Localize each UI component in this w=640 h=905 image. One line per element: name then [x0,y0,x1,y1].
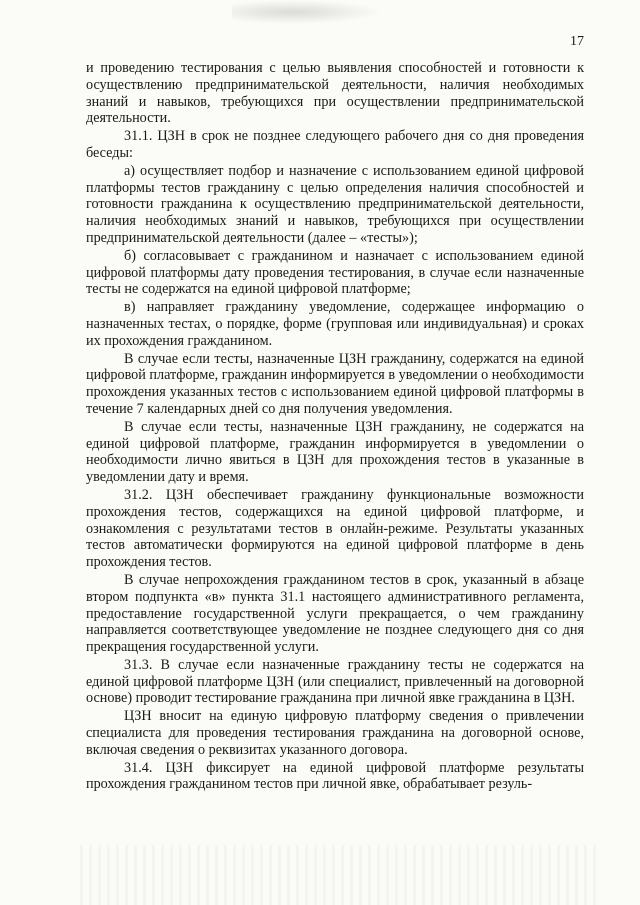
paragraph-2: 31.1. ЦЗН в срок не позднее следующего рабочего дня со дня проведения беседы: [86,128,584,161]
scan-artifact [232,0,382,24]
page-number: 17 [570,34,584,49]
paragraph-6: В случае если тесты, назначенные ЦЗН гражданину, содержатся на единой цифровой платформе, гражданин информируется в уведомлении о необходимости прохождения указанных тестов с использованием единой цифровой платформы в течение 7 календарных дней со дня получения уведомления. [86,350,585,417]
scan-noise [80,845,600,905]
paragraph-4: б) согласовывает с гражданином и назначает с использованием единой цифровой платформы дату проведения тестирования, в случае если назначенные тесты не содержатся на единой цифровой платформе; [86,247,584,298]
paragraph-10: 31.3. В случае если назначенные гражданину тесты не содержатся на единой цифровой платформе ЦЗН (или специалист, привлеченный на договорной основе) проводит тестирование гражданина при личной явке гражданина в ЦЗН. [86,656,584,707]
paragraph-8: 31.2. ЦЗН обеспечивает гражданину функциональные возможности прохождения тестов, содержащихся на единой цифровой платформе, и ознакомления с результатами тестов в онлайн-режиме. Результаты указанных тестов автоматически формируются на единой цифровой платформе в день прохождения тестов. [86,486,584,571]
paragraph-3: а) осуществляет подбор и назначение с использованием единой цифровой платформы тестов гражданину с целью определения наличия способностей и готовности гражданина к осуществлению предпринимательской деятельности, наличия необходимых знаний и навыков, требующихся при осуществлении предпринимательской деятельности (далее – «тесты»); [86,162,584,246]
paragraph-7: В случае если тесты, назначенные ЦЗН гражданину, не содержатся на единой цифровой платформе, гражданин информируется в уведомлении о необходимости лично явиться в ЦЗН для прохождения тестов в указанные в уведомлении дату и время. [86,418,584,486]
paragraph-12: 31.4. ЦЗН фиксирует на единой цифровой платформе результаты прохождения гражданином тестов при личной явке, обрабатывает резуль- [86,759,584,793]
paragraph-9: В случае непрохождения гражданином тестов в срок, указанный в абзаце втором подпункта «в» пункта 31.1 настоящего административного регламента, предоставление государственной услуги прекращается, о чем гражданину направляется соответствующее уведомление не позднее следующего дня со дня прекращения государственной услуги. [86,571,584,656]
document-body [86,60,584,793]
paragraph-11: ЦЗН вносит на единую цифровую платформу сведения о привлечении специалиста для проведения тестирования гражданина на договорной основе, включая сведения о реквизитах указанного договора. [86,708,584,758]
paragraph-1: и проведению тестирования с целью выявления способностей и готовности к осуществлению предпринимательской деятельности, наличия необходимых знаний и навыков, требующихся при осуществлении предпринимательской деятельности. [86,60,584,127]
paragraph-5: в) направляет гражданину уведомление, содержащее информацию о назначенных тестах, о порядке, форме (групповая или индивидуальная) и сроках их прохождения гражданином. [86,299,584,349]
